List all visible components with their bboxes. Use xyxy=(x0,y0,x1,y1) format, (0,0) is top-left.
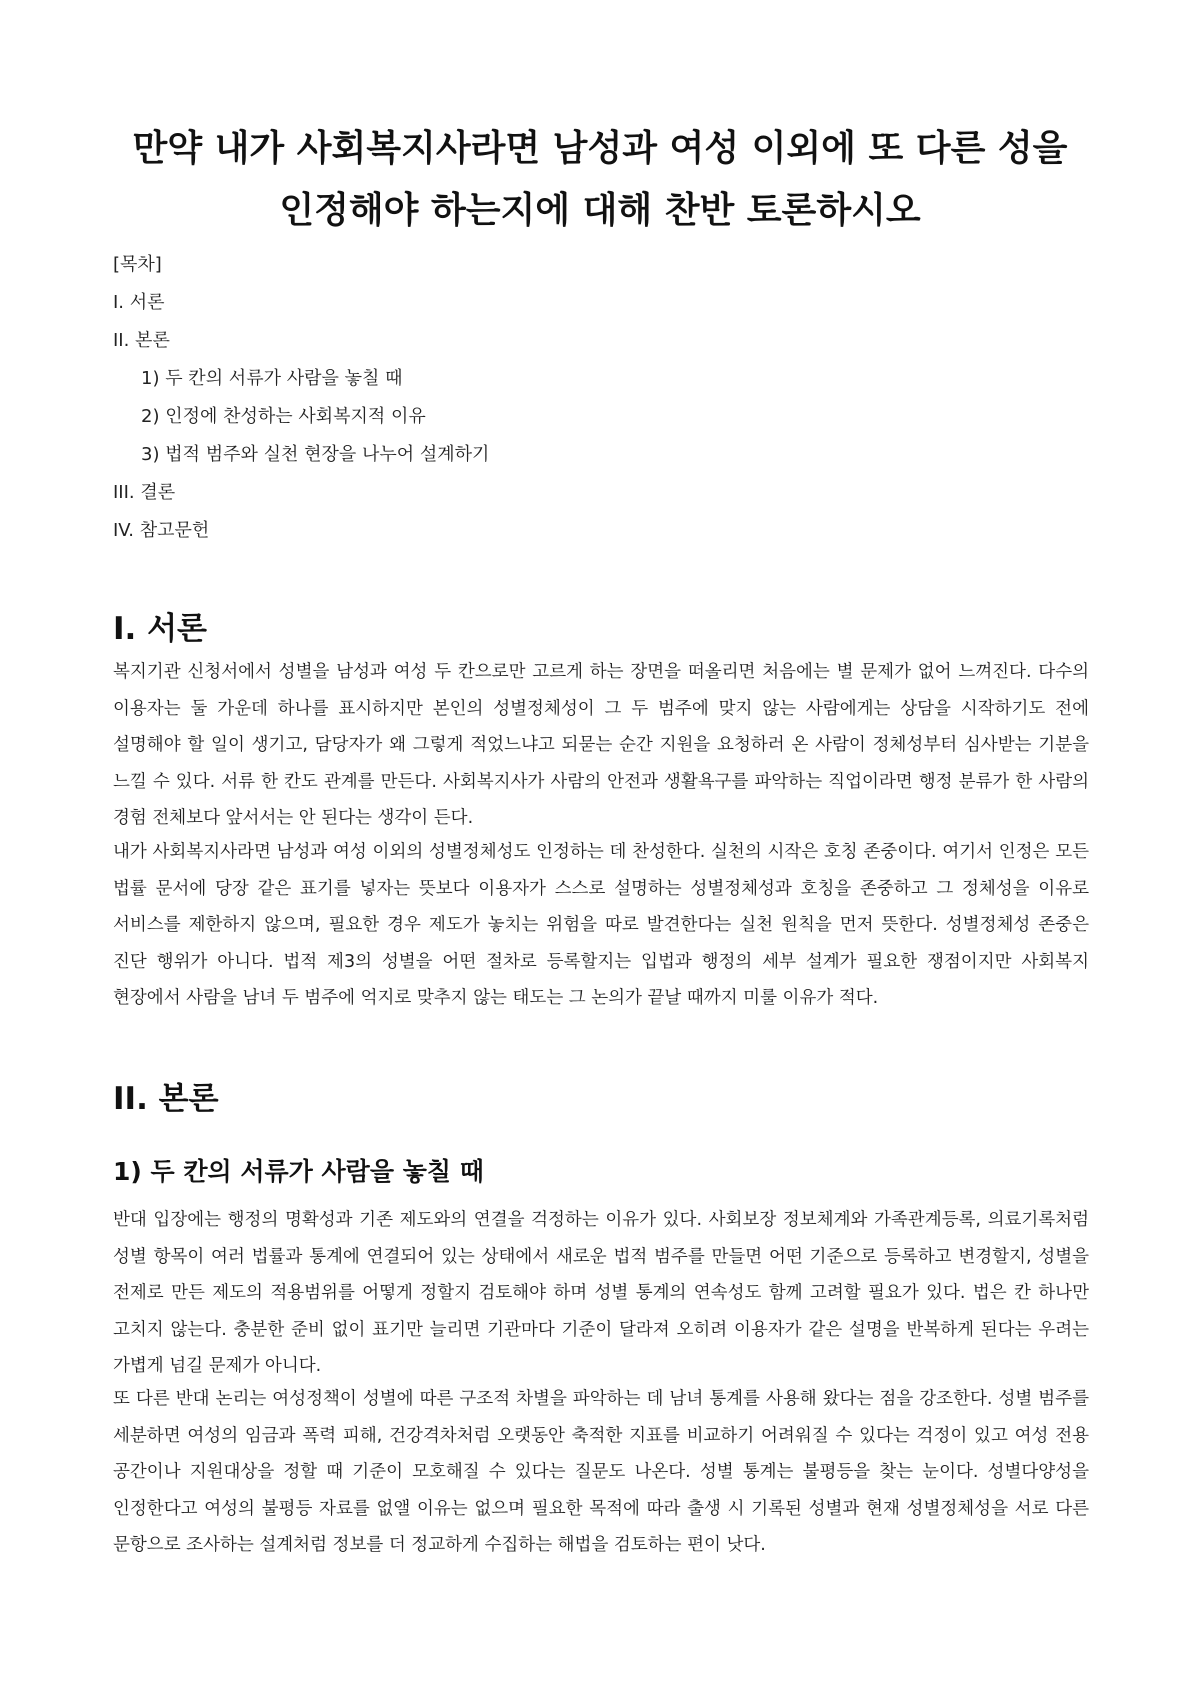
toc-item-intro: I. 서론 xyxy=(113,292,165,313)
section-heading-body: II. 본론 xyxy=(113,1081,219,1117)
intro-paragraph-2: 내가 사회복지사라면 남성과 여성 이외의 성별정체성도 인정하는 데 찬성한다. 실천의 시작은 호칭 존중이다. 여기서 인정은 모든 법률 문서에 당장 같은 표기를 넣자는 뜻보다 이용자가 스스로 설명하는 성별정체성과 호칭을 존중하고 그 정체성을 이유로 서비스를 제한하지 않으며, 필요한 경우 제도가 놓치는 위험을 따로 발견한다는 실천 원칙을 먼저 뜻한다. 성별정체성 존중은 진단 행위가 아니다. 법적 제3의 성별을 어떤 절차로 등록할지는 입법과 행정의 세부 설계가 필요한 쟁점이지만 사회복지 현장에서 사람을 남녀 두 범주에 억지로 맞추지 않는 태도는 그 논의가 끝날 때까지 미룰 이유가 적다. xyxy=(113,842,1089,1008)
section-heading-intro: I. 서론 xyxy=(113,611,207,647)
body-paragraph-2: 또 다른 반대 논리는 여성정책이 성별에 따른 구조적 차별을 파악하는 데 남녀 통계를 사용해 왔다는 점을 강조한다. 성별 범주를 세분하면 여성의 임금과 폭력 피해, 건강격차처럼 오랫동안 축적한 지표를 비교하기 어려워질 수 있다는 걱정이 있고 여성 전용 공간이나 지원대상을 정할 때 기준이 모호해질 수 있다는 질문도 나온다. 성별 통계는 불평등을 찾는 눈이다. 성별다양성을 인정한다고 여성의 불평등 자료를 없앨 이유는 없으며 필요한 목적에 따라 출생 시 기록된 성별과 현재 성별정체성을 서로 다른 문항으로 조사하는 설계처럼 정보를 더 정교하게 수집하는 해법을 검토하는 편이 낫다. xyxy=(113,1389,1089,1555)
toc-item-body-1: 1) 두 칸의 서류가 사람을 놓칠 때 xyxy=(141,368,403,389)
body-paragraph-1: 반대 입장에는 행정의 명확성과 기존 제도와의 연결을 걱정하는 이유가 있다. 사회보장 정보체계와 가족관계등록, 의료기록처럼 성별 항목이 여러 법률과 통계에 연결되어 있는 상태에서 새로운 법적 범주를 만들면 어떤 기준으로 등록하고 변경할지, 성별을 전제로 만든 제도의 적용범위를 어떻게 정할지 검토해야 하며 성별 통계의 연속성도 함께 고려할 필요가 있다. 법은 칸 하나만 고치지 않는다. 충분한 준비 없이 표기만 늘리면 기관마다 기준이 달라져 오히려 이용자가 같은 설명을 반복하게 된다는 우려는 가볍게 넘길 문제가 아니다. xyxy=(113,1210,1089,1376)
toc-item-body-2: 2) 인정에 찬성하는 사회복지적 이유 xyxy=(141,406,426,427)
toc-item-conclusion: III. 결론 xyxy=(113,482,176,503)
subsection-heading-1: 1) 두 칸의 서류가 사람을 놓칠 때 xyxy=(113,1157,484,1186)
document-title: 만약 내가 사회복지사라면 남성과 여성 이외에 또 다른 성을 인정해야 하는지에 대해 찬반 토론하시오 xyxy=(132,128,1068,231)
toc-item-references: IV. 참고문헌 xyxy=(113,520,210,541)
intro-paragraph-1: 복지기관 신청서에서 성별을 남성과 여성 두 칸으로만 고르게 하는 장면을 떠올리면 처음에는 별 문제가 없어 느껴진다. 다수의 이용자는 둘 가운데 하나를 표시하지만 본인의 성별정체성이 그 두 범주에 맞지 않는 사람에게는 상담을 시작하기도 전에 설명해야 할 일이 생기고, 담당자가 왜 그렇게 적었느냐고 되묻는 순간 지원을 요청하러 온 사람이 정체성부터 심사받는 기분을 느낄 수 있다. 서류 한 칸도 관계를 만든다. 사회복지사가 사람의 안전과 생활욕구를 파악하는 직업이라면 행정 분류가 한 사람의 경험 전체보다 앞서서는 안 된다는 생각이 든다. xyxy=(113,662,1089,828)
toc-item-body: II. 본론 xyxy=(113,330,170,351)
toc-heading: [목차] xyxy=(113,254,162,275)
toc-item-body-3: 3) 법적 범주와 실천 현장을 나누어 설계하기 xyxy=(141,444,490,465)
